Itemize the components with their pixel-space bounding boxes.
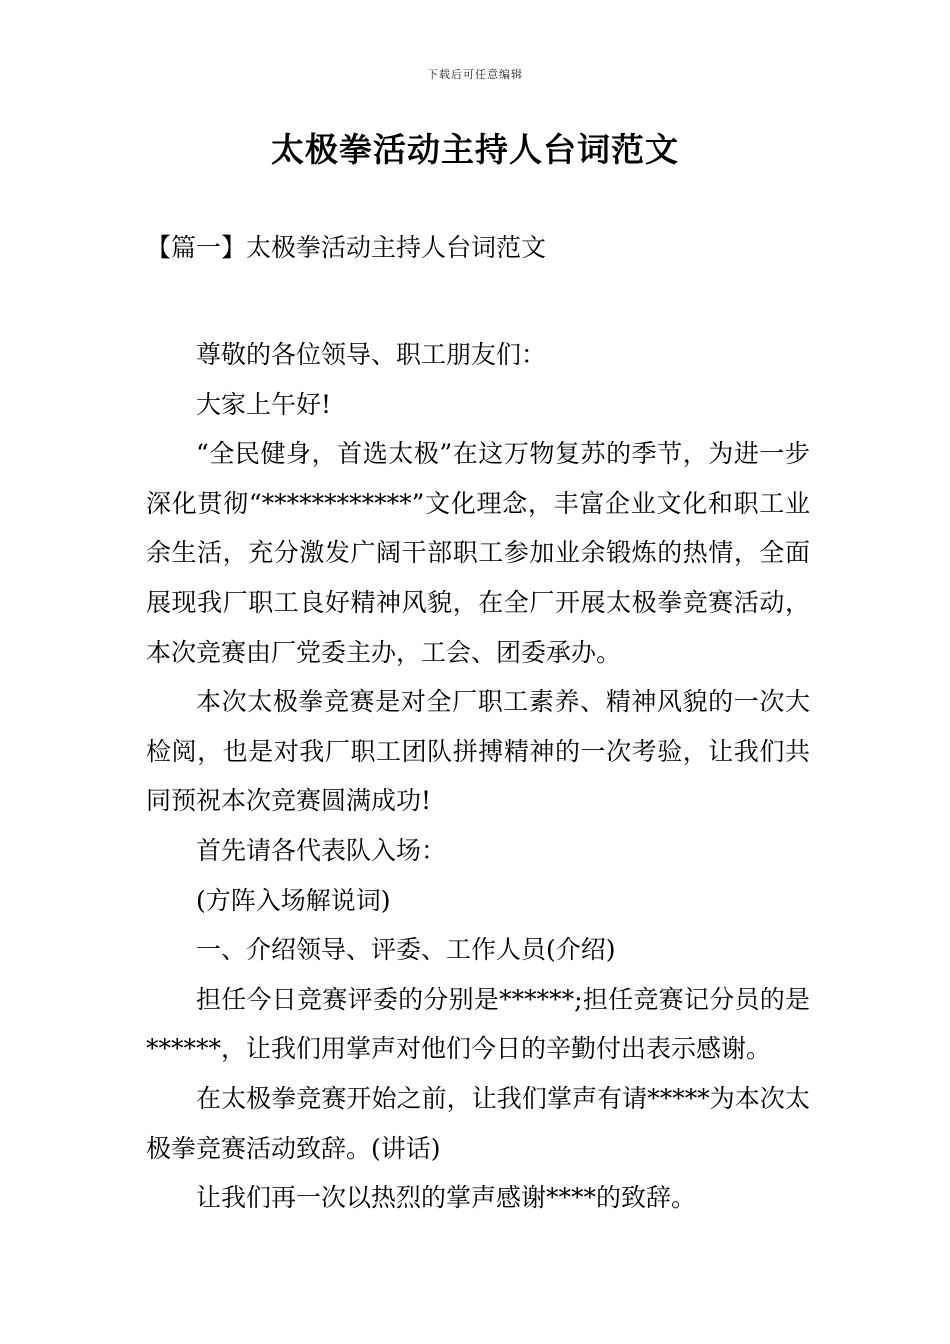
document-body (146, 330, 810, 1223)
paragraph-section-one: 一、介绍领导、评委、工作人员(介绍) (196, 935, 616, 965)
paragraph-judges: 担任今日竞赛评委的分别是******;担任竞赛记分员的是******，让我们用掌声对他们今日的辛勤付出表示感谢。 (146, 984, 810, 1064)
paragraph-greeting: 大家上午好! (196, 389, 332, 419)
section-heading: 【篇一】太极拳活动主持人台词范文 (146, 233, 547, 262)
page-header-note: 下载后可任意编辑 (427, 68, 523, 81)
paragraph-purpose: 本次太极拳竞赛是对全厂职工素养、精神风貌的一次大检阅，也是对我厂职工团队拼搏精神的一次考验，让我们共同预祝本次竞赛圆满成功! (146, 687, 810, 816)
paragraph-introduction: “全民健身，首选太极”在这万物复苏的季节，为进一步深化贯彻“************”文化理念，丰富企业文化和职工业余生活，充分激发广阔干部职工参加业余锻炼的热情，全面展现我厂职工良好精神风貌，在全厂开展太极拳竞赛活动，本次竞赛由厂党委主办，工会、团委承办。 (146, 439, 810, 667)
paragraph-salutation: 尊敬的各位领导、职工朋友们： (196, 340, 547, 369)
paragraph-team-entry: 首先请各代表队入场： (196, 835, 447, 865)
paragraph-opening-speech: 在太极拳竞赛开始之前，让我们掌声有请*****为本次太极拳竞赛活动致辞。(讲话) (146, 1083, 810, 1163)
document-title: 太极拳活动主持人台词范文 (271, 130, 679, 169)
paragraph-thanks: 让我们再一次以热烈的掌声感谢****的致辞。 (196, 1183, 697, 1213)
paragraph-entry-commentary: (方阵入场解说词) (196, 885, 391, 915)
